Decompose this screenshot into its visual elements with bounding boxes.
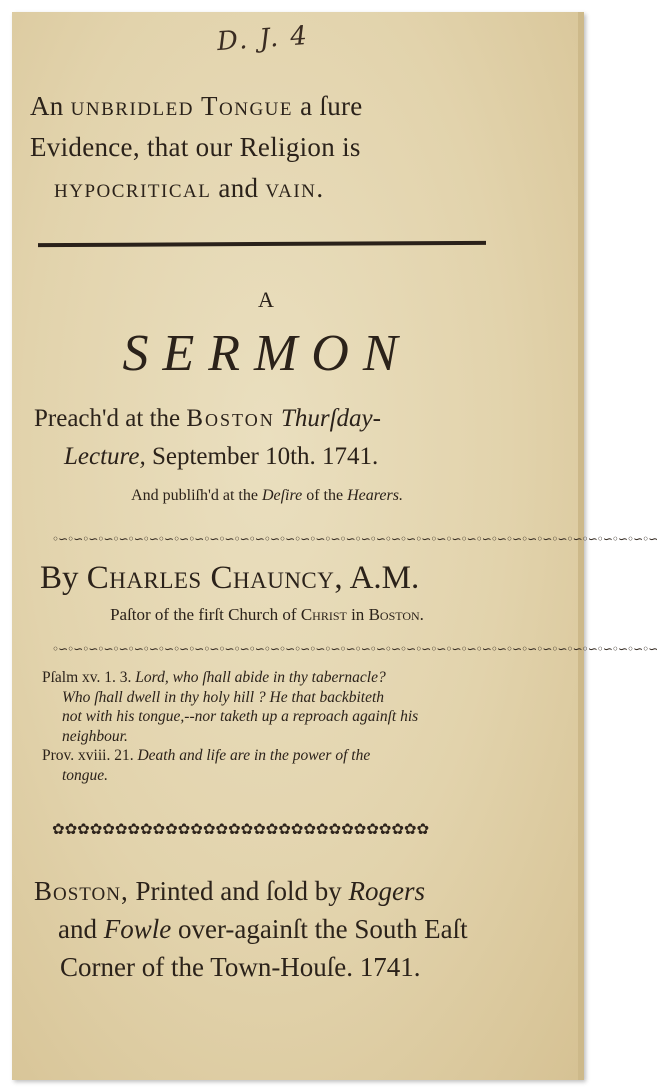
author-byline: By Charles Chauncy, A.M. <box>40 560 420 596</box>
scripture-epigraph <box>42 668 510 785</box>
wave-ornament-rule: ◦∽◦∽◦∽◦∽◦∽◦∽◦∽◦∽◦∽◦∽◦∽◦∽◦∽◦∽◦∽◦∽◦∽◦∽◦∽◦∽◦∽◦∽◦∽◦∽◦∽◦∽◦∽◦∽◦∽◦∽◦∽◦∽◦∽◦∽◦∽◦∽◦∽◦∽◦∽◦∽ <box>52 642 657 656</box>
title-word: a ſure <box>300 91 363 121</box>
verse-reference: Pſalm xv. 1. 3. <box>42 669 132 686</box>
handwritten-shelf-mark: D. J. 4 <box>216 20 310 58</box>
proverbs-verse: Prov. xviii. 21. Death and life are in the power of the tongue. <box>42 747 371 784</box>
title-page <box>12 12 657 1080</box>
author-position: Paſtor of the firſt Church of Christ in Boston. <box>110 605 424 624</box>
title-word: hypocritical <box>54 173 212 203</box>
sermon-heading: SERMON <box>122 325 412 382</box>
title-word: and <box>218 173 259 203</box>
flower-ornament-rule: ✿✿✿✿✿✿✿✿✿✿✿✿✿✿✿✿✿✿✿✿✿✿✿✿✿✿✿✿✿✿ <box>52 820 430 838</box>
title-line-3 <box>30 168 530 209</box>
verse-reference: Prov. xviii. 21. <box>42 747 134 764</box>
title-line-2: Evidence, that our Religion is <box>30 132 361 162</box>
title-line-1 <box>30 86 530 127</box>
title-word: An <box>30 91 64 121</box>
preached-statement <box>34 400 514 476</box>
published-note: And publiſh'd at the Deſire of the Hearers. <box>131 487 403 504</box>
author-name: Charles Chauncy, <box>86 560 344 596</box>
article-a: A <box>258 287 276 312</box>
sermon-title <box>30 86 530 209</box>
printer-imprint: Boston, Printed and ſold by Rogers and Fowle over-againſt the South Eaſt Corner of the Town-Houſe. 1741. <box>34 876 468 982</box>
thick-divider-rule <box>38 241 486 247</box>
preached-line-1: Preach'd at the Boston Thurſday- <box>34 405 381 432</box>
title-word: vain. <box>265 173 325 203</box>
preached-line-2: Lecture, September 10th. 1741. <box>64 443 379 470</box>
title-word: unbridled <box>70 91 194 121</box>
title-word: Tongue <box>201 91 293 121</box>
wave-ornament-rule: ◦∽◦∽◦∽◦∽◦∽◦∽◦∽◦∽◦∽◦∽◦∽◦∽◦∽◦∽◦∽◦∽◦∽◦∽◦∽◦∽◦∽◦∽◦∽◦∽◦∽◦∽◦∽◦∽◦∽◦∽◦∽◦∽◦∽◦∽◦∽◦∽◦∽◦∽◦∽◦∽ <box>52 532 657 546</box>
psalm-verse: Pſalm xv. 1. 3. Lord, who ſhall abide in thy tabernacle? Who ſhall dwell in thy holy hill ? He that backbiteth not with his tongue,--nor taketh up a reproach againſt his neighbour. <box>42 669 419 745</box>
